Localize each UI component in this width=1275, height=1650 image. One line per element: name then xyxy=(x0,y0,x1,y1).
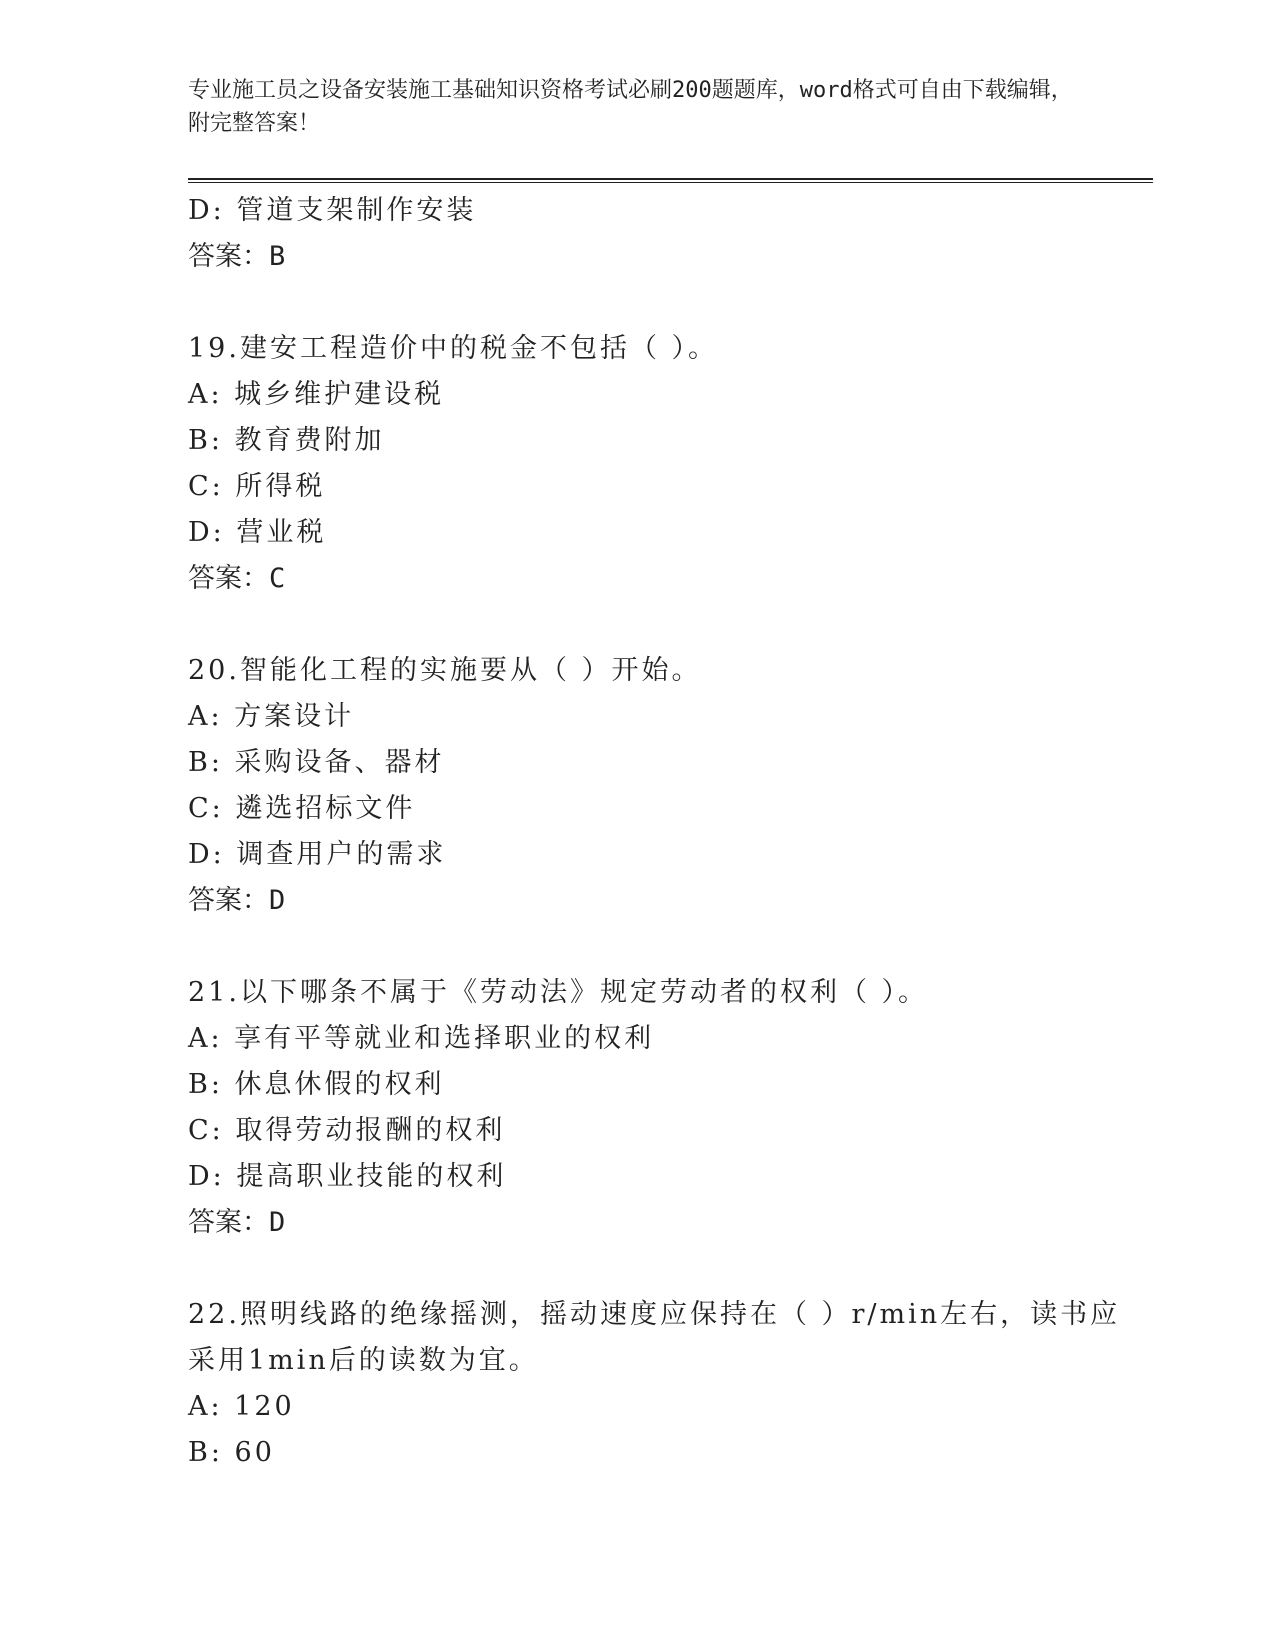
spacer xyxy=(188,280,1153,326)
question-22-text-line-2: 采用1min后的读数为宜。 xyxy=(188,1345,539,1376)
question-19-option-c: C: 所得税 xyxy=(188,471,326,502)
question-20-answer: 答案：D xyxy=(188,885,286,916)
question-21-text: 21.以下哪条不属于《劳动法》规定劳动者的权利（ ）。 xyxy=(188,977,929,1008)
question-21-option-b: B: 休息休假的权利 xyxy=(188,1069,445,1100)
question-20-option-d: D: 调查用户的需求 xyxy=(188,839,447,870)
question-22-text-line-1: 22.照明线路的绝缘摇测，摇动速度应保持在（ ）r/min左右，读书应 xyxy=(188,1299,1121,1330)
question-20-text: 20.智能化工程的实施要从（ ）开始。 xyxy=(188,655,702,686)
question-22-option-b: B: 60 xyxy=(188,1437,275,1468)
question-19-option-a: A: 城乡维护建设税 xyxy=(188,379,445,410)
question-21-option-d: D: 提高职业技能的权利 xyxy=(188,1161,507,1192)
question-19-option-b: B: 教育费附加 xyxy=(188,425,385,456)
question-20-option-c: C: 遴选招标文件 xyxy=(188,793,416,824)
question-19-answer: 答案：C xyxy=(188,563,286,594)
question-21-option-c: C: 取得劳动报酬的权利 xyxy=(188,1115,506,1146)
question-19-text: 19.建安工程造价中的税金不包括（ ）。 xyxy=(188,333,719,364)
question-20-option-b: B: 采购设备、器材 xyxy=(188,747,445,778)
spacer xyxy=(188,602,1153,648)
option-d: D: 管道支架制作安装 xyxy=(188,195,477,226)
header-rule xyxy=(188,178,1153,183)
page-header: 专业施工员之设备安装施工基础知识资格考试必刷200题题库，word格式可自由下载编辑，附完整答案！ xyxy=(188,78,1073,136)
spacer xyxy=(188,924,1153,970)
question-content xyxy=(188,188,1153,1476)
answer-line: 答案：B xyxy=(188,241,286,272)
spacer xyxy=(188,1246,1153,1292)
question-19-option-d: D: 营业税 xyxy=(188,517,327,548)
question-22-option-a: A: 120 xyxy=(188,1391,295,1422)
question-21-answer: 答案：D xyxy=(188,1207,286,1238)
question-21-option-a: A: 享有平等就业和选择职业的权利 xyxy=(188,1023,655,1054)
question-20-option-a: A: 方案设计 xyxy=(188,701,355,732)
